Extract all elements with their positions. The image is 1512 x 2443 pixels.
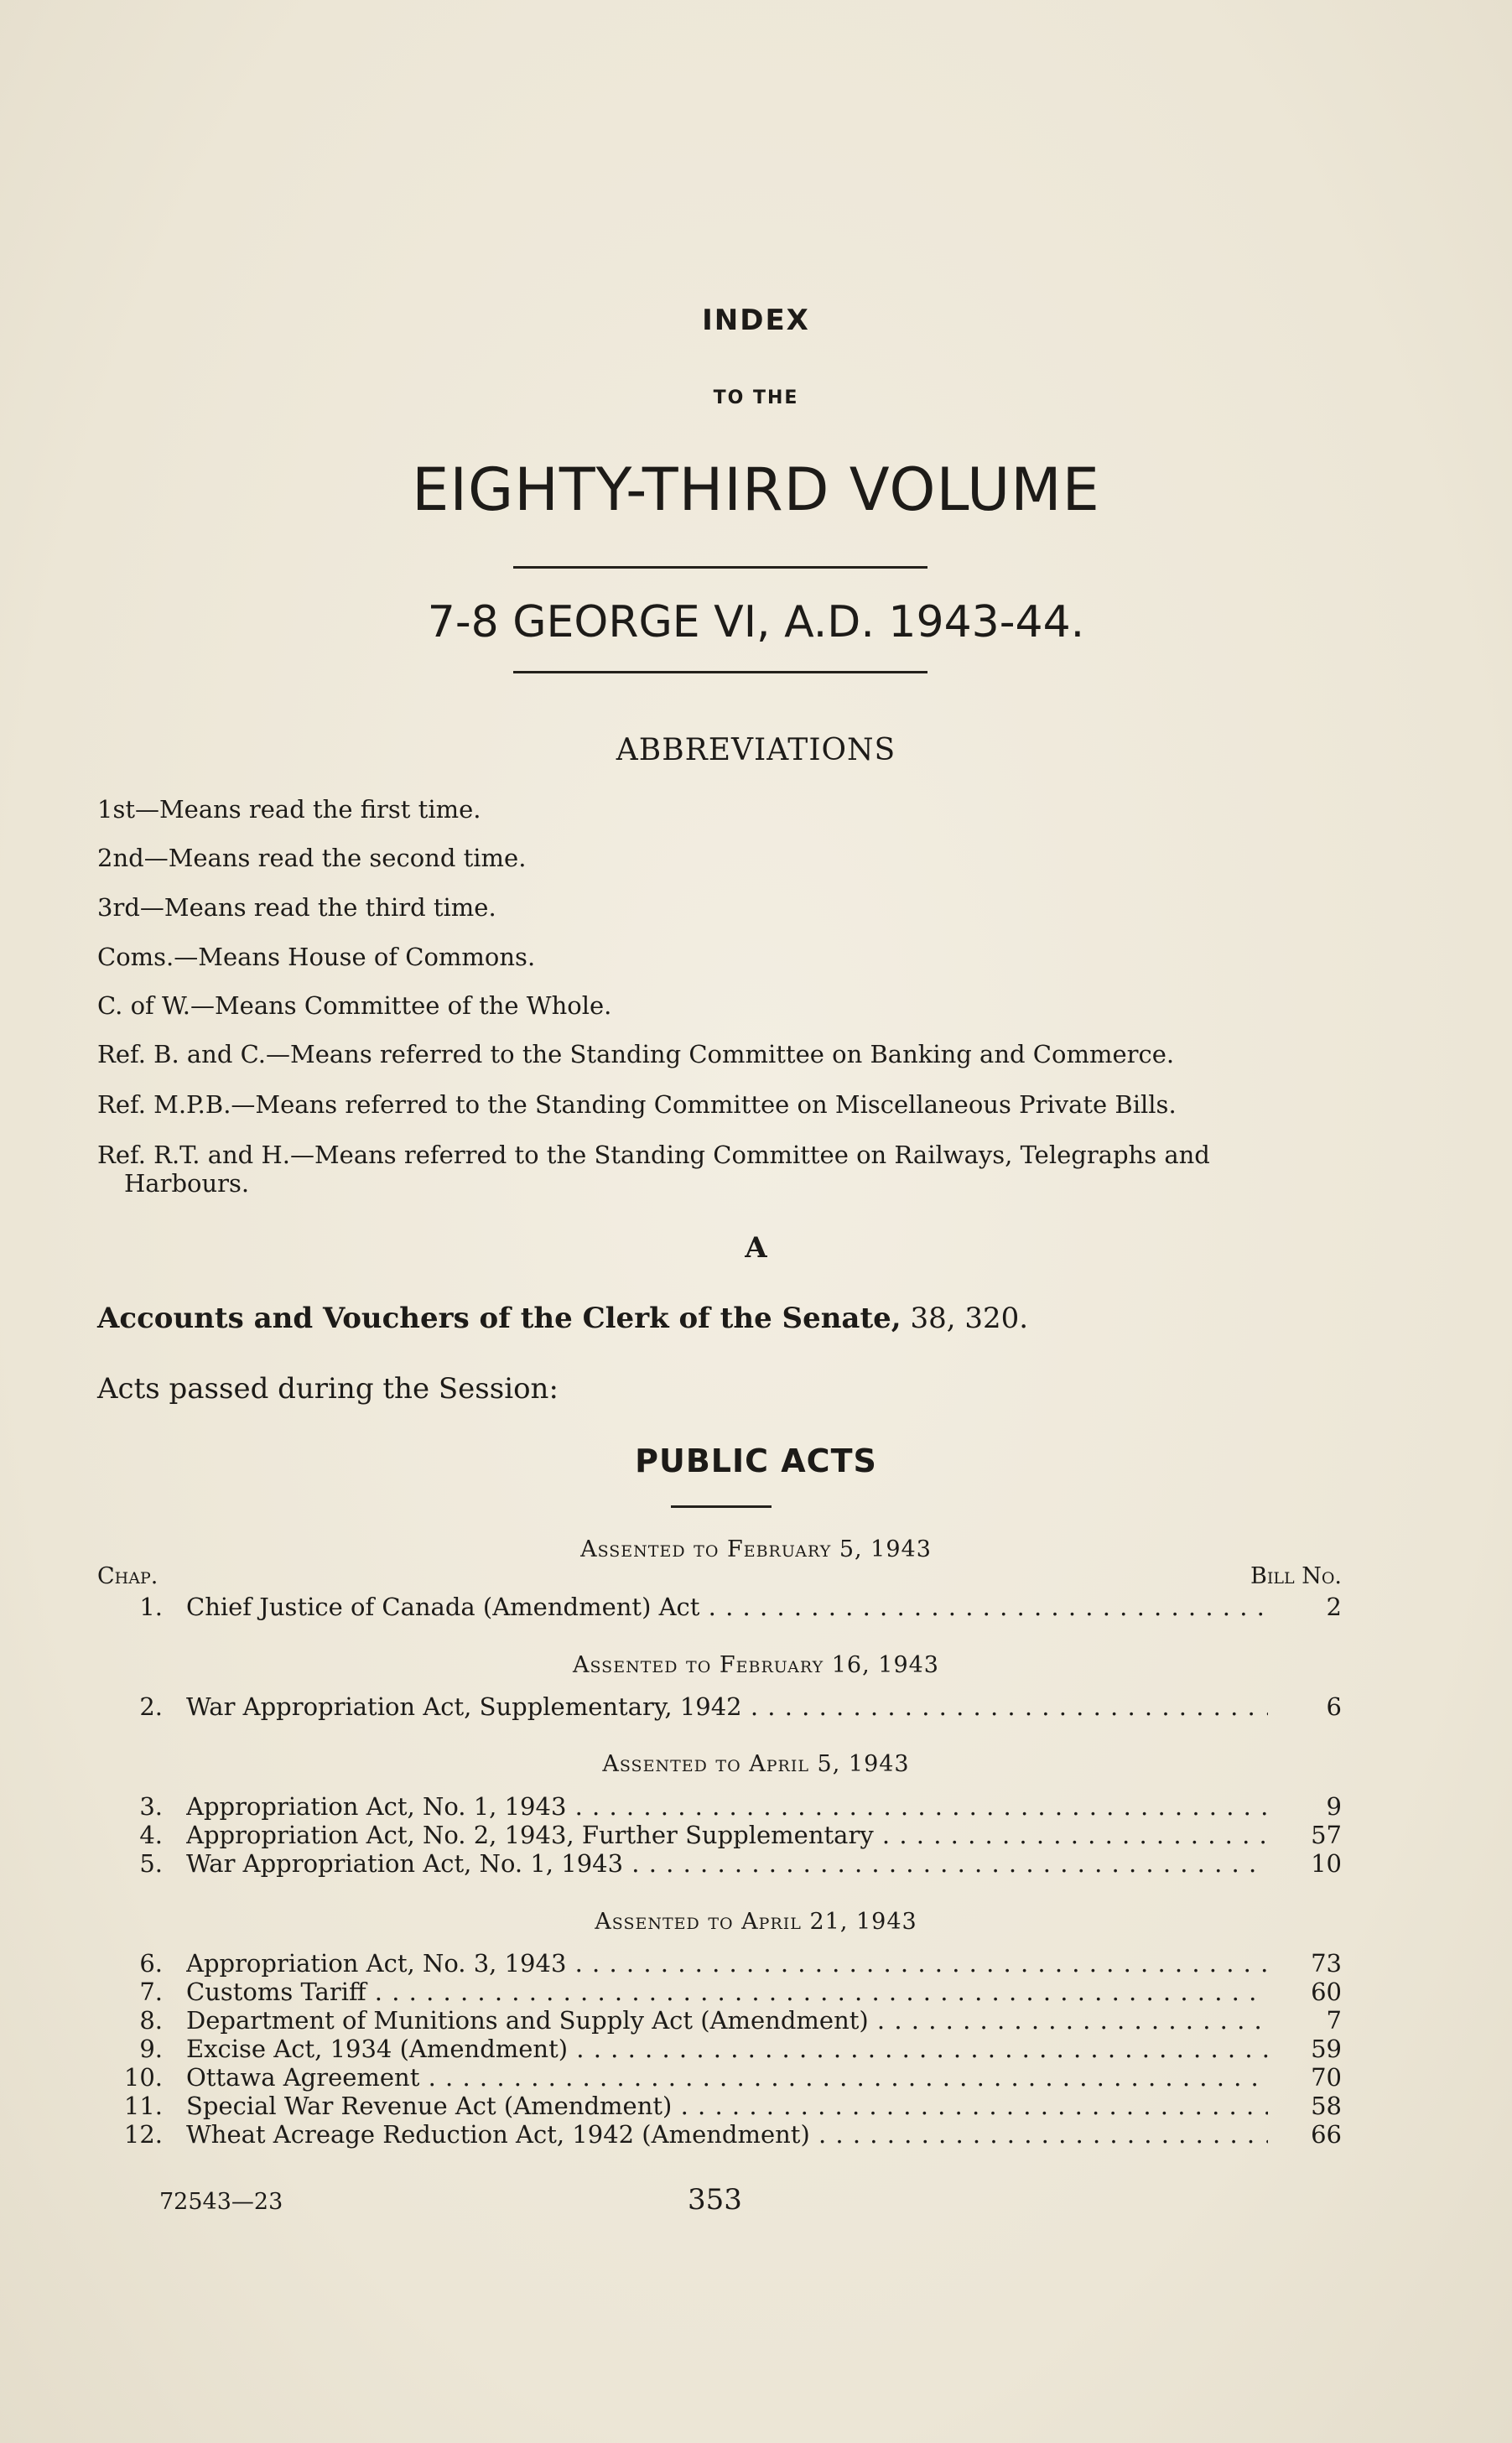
bill-number: 59	[1311, 2035, 1342, 2063]
section-letter: A	[745, 1231, 767, 1265]
act-title: Department of Munitions and Supply Act (Amendment) . . .	[186, 2006, 1268, 2035]
assented-date: Assented to April 5, 1943	[602, 1751, 910, 1777]
act-title: Wheat Acreage Reduction Act, 1942 (Amendment) . . .	[186, 2120, 1268, 2149]
act-title: Ottawa Agreement . . .	[186, 2063, 1268, 2092]
assented-date: Assented to April 21, 1943	[595, 1909, 917, 1935]
abbreviation-item: C. of W.—Means Committee of the Whole.	[97, 991, 612, 1020]
act-row	[97, 1792, 1342, 1821]
act-row	[97, 1949, 1342, 1978]
chapter-number: 10.	[123, 2063, 163, 2092]
act-title: Appropriation Act, No. 3, 1943 . . .	[186, 1949, 1268, 1978]
title-rule-bottom	[513, 671, 927, 673]
index-entry-acts: Acts passed during the Session:	[97, 1372, 559, 1406]
act-row	[97, 2035, 1342, 2063]
abbreviation-line-continued: Harbours.	[124, 1169, 250, 1198]
act-row	[97, 1692, 1342, 1721]
chapter-number: 2.	[139, 1692, 163, 1721]
index-heading: INDEX	[702, 304, 810, 337]
bill-number: 2	[1326, 1593, 1342, 1621]
act-row	[97, 2120, 1342, 2149]
page-number: 353	[688, 2183, 742, 2217]
entry-pages: 38, 320.	[901, 1302, 1029, 1335]
abbreviation-item: Coms.—Means House of Commons.	[97, 943, 536, 971]
abbreviation-item-multiline	[97, 1141, 1347, 1198]
print-code: 72543—23	[159, 2189, 283, 2215]
index-entry-accounts	[97, 1302, 1028, 1335]
bill-number: 58	[1311, 2092, 1342, 2120]
title-rule-top	[513, 566, 927, 569]
act-title: Customs Tariff . . .	[186, 1978, 1268, 2006]
public-acts-rule	[671, 1505, 772, 1508]
act-row	[97, 2092, 1342, 2120]
bill-number-column-label: Bill No.	[1250, 1563, 1342, 1589]
to-the-heading: TO THE	[713, 387, 799, 408]
volume-title: EIGHTY-THIRD VOLUME	[412, 455, 1100, 524]
chapter-number: 6.	[139, 1949, 163, 1978]
act-row	[97, 1821, 1342, 1849]
chapter-number: 7.	[139, 1978, 163, 2006]
bill-number: 60	[1311, 1978, 1342, 2006]
chapter-number: 3.	[139, 1792, 163, 1821]
chapter-number: 1.	[139, 1593, 163, 1621]
entry-title: Accounts and Vouchers of the Clerk of the Senate,	[97, 1302, 901, 1335]
abbreviation-item: Ref. M.P.B.—Means referred to the Standing Committee on Miscellaneous Private Bills.	[97, 1090, 1177, 1119]
act-row	[97, 1593, 1342, 1621]
act-title: War Appropriation Act, No. 1, 1943 . . .	[186, 1849, 1268, 1878]
act-title: Appropriation Act, No. 2, 1943, Further Supplementary . . .	[186, 1821, 1268, 1849]
bill-number: 6	[1326, 1692, 1342, 1721]
act-title: Appropriation Act, No. 1, 1943 . . .	[186, 1792, 1268, 1821]
abbreviation-item: 3rd—Means read the third time.	[97, 893, 496, 922]
assented-date: Assented to February 16, 1943	[573, 1652, 939, 1678]
act-row	[97, 2063, 1342, 2092]
bill-number: 7	[1326, 2006, 1342, 2035]
act-row	[97, 1978, 1342, 2006]
abbreviations-heading: ABBREVIATIONS	[616, 733, 896, 767]
public-acts-heading: PUBLIC ACTS	[635, 1442, 877, 1479]
chapter-number: 5.	[139, 1849, 163, 1878]
abbreviation-item: Ref. B. and C.—Means referred to the Standing Committee on Banking and Commerce.	[97, 1040, 1175, 1068]
act-title: Special War Revenue Act (Amendment) . . .	[186, 2092, 1268, 2120]
bill-number: 57	[1311, 1821, 1342, 1849]
abbreviation-item: 2nd—Means read the second time.	[97, 844, 527, 872]
act-title: War Appropriation Act, Supplementary, 1942 . . .	[186, 1692, 1268, 1721]
chapter-number: 12.	[123, 2120, 163, 2149]
chapter-number: 8.	[139, 2006, 163, 2035]
act-row	[97, 1849, 1342, 1878]
bill-number: 66	[1311, 2120, 1342, 2149]
bill-number: 73	[1311, 1949, 1342, 1978]
chapter-number: 11.	[123, 2092, 163, 2120]
act-title: Excise Act, 1934 (Amendment) . . .	[186, 2035, 1268, 2063]
act-title: Chief Justice of Canada (Amendment) Act . . .	[186, 1593, 1268, 1621]
act-row	[97, 2006, 1342, 2035]
bill-number: 9	[1326, 1792, 1342, 1821]
assented-date: Assented to February 5, 1943	[580, 1536, 932, 1562]
abbreviation-item: 1st—Means read the first time.	[97, 795, 481, 824]
chapter-number: 4.	[139, 1821, 163, 1849]
bill-number: 10	[1311, 1849, 1342, 1878]
abbreviation-line: Ref. R.T. and H.—Means referred to the Standing Committee on Railways, Telegraphs and	[97, 1141, 1210, 1169]
chapter-number: 9.	[139, 2035, 163, 2063]
chapter-column-label: Chap.	[97, 1563, 158, 1589]
reign-subtitle: 7-8 GEORGE VI, A.D. 1943-44.	[427, 597, 1085, 647]
bill-number: 70	[1311, 2063, 1342, 2092]
